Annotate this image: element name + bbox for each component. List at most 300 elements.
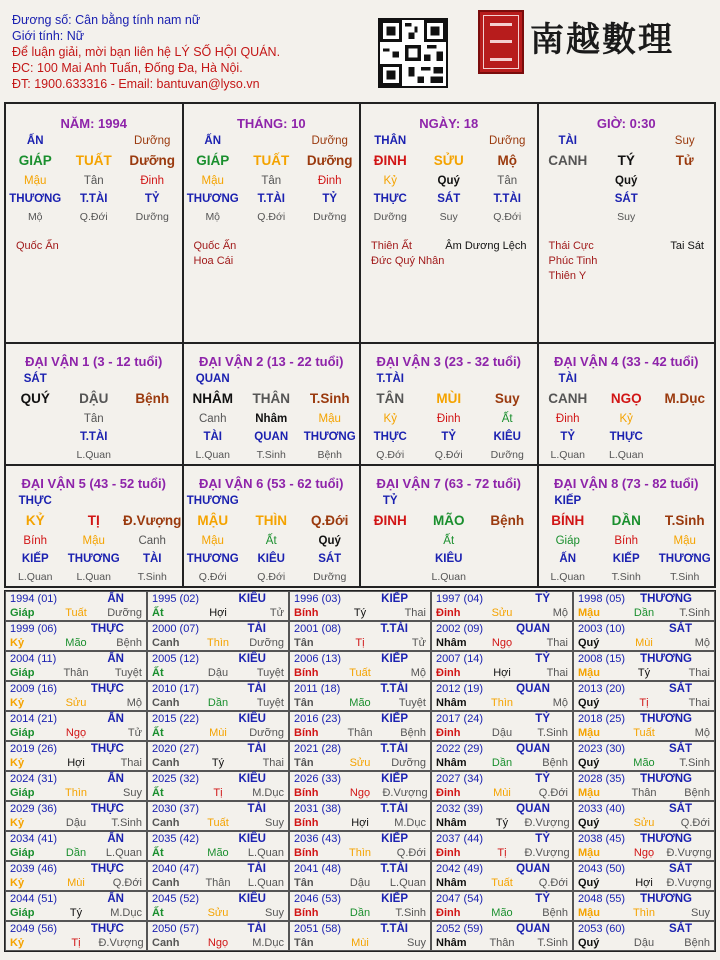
year-cell — [5, 771, 147, 801]
year-top — [10, 833, 142, 847]
pillar-cell-text: Đinh — [140, 175, 165, 187]
year-phase: M.Dục — [110, 907, 142, 919]
star-left: Thiên Y — [548, 270, 587, 282]
year-phase: Đ.Vượng — [666, 847, 712, 859]
year-cell — [431, 771, 573, 801]
year-stem: Ất — [152, 907, 164, 919]
year-cell — [573, 591, 715, 621]
pillar-cell-text — [123, 373, 181, 388]
year-ten-god: THỰC — [90, 923, 124, 935]
pillar-cell-text: TUẤT — [253, 153, 290, 168]
year-bottom — [578, 757, 710, 769]
pillar-cell-text — [597, 373, 655, 388]
pillar-cell-text: TÀI — [558, 373, 577, 385]
year-top — [436, 863, 568, 877]
year-top — [152, 713, 284, 727]
year-cell — [289, 591, 431, 621]
year-label: 2009 (16) — [10, 683, 58, 695]
dai-van-cell — [6, 344, 182, 464]
year-phase: Mộ — [552, 697, 568, 709]
year-bottom — [578, 787, 710, 799]
pillar-cell-text: TÀI — [203, 431, 222, 443]
pillar-cell-text: Ất — [265, 535, 277, 547]
year-phase: Tuyệt — [398, 697, 426, 709]
year-cell — [147, 801, 289, 831]
year-cell — [573, 681, 715, 711]
pillar-cell-text: Giáp — [555, 535, 580, 547]
year-label: 2043 (50) — [578, 863, 626, 875]
year-phase: Bệnh — [684, 787, 710, 799]
year-cell — [431, 891, 573, 921]
year-label: 2001 (08) — [294, 623, 342, 635]
year-bottom — [10, 787, 142, 799]
year-top — [436, 923, 568, 937]
year-top — [294, 743, 426, 757]
year-bottom — [10, 907, 142, 919]
pillar-line — [361, 495, 537, 510]
pillar-cell-text — [539, 175, 597, 190]
year-cell — [5, 681, 147, 711]
year-stem: Quý — [578, 697, 600, 709]
pillar-line — [539, 513, 715, 532]
year-ten-god: KIÊU — [238, 833, 266, 845]
pillar-cell-text: THÌN — [255, 513, 287, 528]
pillar-cell-text: THỰC — [373, 193, 407, 205]
pillar-line — [361, 391, 537, 410]
year-bottom — [10, 607, 142, 619]
year-branch: Hợi — [209, 607, 227, 619]
pillar-cell-text: KIÊU — [257, 553, 285, 565]
year-stem: Giáp — [10, 847, 35, 859]
year-top — [294, 833, 426, 847]
year-top — [578, 833, 710, 847]
year-label: 1997 (04) — [436, 593, 484, 605]
year-top — [294, 923, 426, 937]
pillar-cell-text: ĐINH — [373, 153, 407, 168]
year-top — [578, 743, 710, 757]
year-label: 2014 (21) — [10, 713, 58, 725]
pillar-title: NĂM: 1994 — [60, 116, 127, 131]
pillar-line — [184, 153, 360, 172]
year-top — [152, 653, 284, 667]
pillar-cell-text: TÂN — [376, 391, 405, 406]
year-bottom — [294, 817, 426, 829]
year-label: 1995 (02) — [152, 593, 200, 605]
year-cell — [5, 711, 147, 741]
year-label: 2023 (30) — [578, 743, 626, 755]
year-branch: Tị — [497, 847, 507, 859]
year-phase: Q.Đới — [680, 817, 710, 829]
year-label: 2040 (47) — [152, 863, 200, 875]
year-label: 2028 (35) — [578, 773, 626, 785]
star-line — [371, 239, 527, 254]
pillar-cell-text: KIÊU — [434, 553, 463, 565]
year-stem: Ất — [152, 667, 164, 679]
pillar-cell-text: Suy — [674, 135, 695, 147]
year-branch: Tị — [639, 697, 649, 709]
year-label: 2010 (17) — [152, 683, 200, 695]
dai-van-title: ĐẠI VẬN 8 (73 - 82 tuổi) — [554, 476, 699, 491]
year-branch: Mão — [65, 637, 87, 649]
year-cell — [431, 801, 573, 831]
year-branch: Tuất — [65, 607, 87, 619]
year-label: 2004 (11) — [10, 653, 57, 665]
year-top — [436, 713, 568, 727]
year-phase: Tuyệt — [114, 667, 142, 679]
year-cell — [289, 711, 431, 741]
year-label: 2002 (09) — [436, 623, 484, 635]
year-branch: Dậu — [207, 667, 229, 679]
year-branch: Tý — [211, 757, 225, 769]
year-phase: Thai — [546, 637, 568, 649]
pillar-cell-text — [478, 535, 536, 550]
year-branch: Thân — [347, 727, 373, 739]
year-bottom — [10, 847, 142, 859]
year-branch: Tý — [495, 817, 509, 829]
pillar-line — [361, 175, 537, 190]
year-bottom — [294, 907, 426, 919]
pillar-cell-text: Dưỡng — [313, 571, 347, 583]
year-branch: Sửu — [207, 907, 229, 919]
year-stem: Quý — [578, 637, 600, 649]
pillar-cell-text: ẤN — [204, 135, 222, 147]
year-phase: M.Dục — [252, 787, 284, 799]
year-top — [294, 773, 426, 787]
year-bottom — [152, 817, 284, 829]
year-label: 2032 (39) — [436, 803, 484, 815]
pillar-line — [361, 135, 537, 150]
year-label: 2045 (52) — [152, 893, 200, 905]
year-top — [152, 743, 284, 757]
year-top — [436, 623, 568, 637]
pillar-cell-text — [655, 373, 713, 388]
year-top — [10, 653, 142, 667]
pillar-cell-text — [655, 193, 713, 208]
pillar-line — [361, 553, 537, 568]
year-label: 2017 (24) — [436, 713, 484, 725]
year-bottom — [436, 607, 568, 619]
pillar-line — [539, 153, 715, 172]
pillar-cell-text: THƯƠNG — [658, 553, 711, 565]
pillar-cell-text: ẤN — [559, 553, 577, 565]
year-stem: Tân — [294, 937, 314, 949]
year-cell — [573, 801, 715, 831]
dai-van-row-1 — [6, 342, 714, 464]
year-label: 2026 (33) — [294, 773, 342, 785]
year-branch: Tuất — [633, 727, 655, 739]
year-cell — [147, 891, 289, 921]
pillar-cell-text: TỶ — [382, 495, 398, 507]
year-bottom — [152, 607, 284, 619]
header-gender: Giới tính: Nữ — [12, 29, 85, 43]
pillar-cell-text: THỰC — [609, 431, 643, 443]
year-stem: Bính — [294, 907, 319, 919]
four-pillars-row — [6, 104, 714, 342]
pillar-line — [361, 449, 537, 463]
year-cell — [573, 711, 715, 741]
year-ten-god: KIẾP — [381, 773, 408, 785]
year-phase: Thai — [546, 667, 568, 679]
pillar-line — [539, 135, 715, 150]
year-top — [152, 863, 284, 877]
year-cell — [147, 831, 289, 861]
year-cell — [147, 591, 289, 621]
year-stem: Nhâm — [436, 637, 467, 649]
year-ten-god: THỰC — [90, 683, 124, 695]
year-ten-god: TỶ — [535, 653, 550, 665]
year-cell — [573, 771, 715, 801]
year-top — [294, 623, 426, 637]
year-cell — [573, 921, 715, 951]
pillar-line — [6, 135, 182, 150]
year-branch: Tị — [71, 937, 81, 949]
year-stem: Giáp — [10, 907, 35, 919]
pillar-cell-text: Bệnh — [135, 391, 170, 406]
year-cell — [431, 621, 573, 651]
year-stem: Tân — [294, 877, 314, 889]
header-address: ĐC: 100 Mai Anh Tuấn, Đống Đa, Hà Nội. — [12, 61, 243, 75]
year-phase: Tuyệt — [256, 697, 284, 709]
year-ten-god: QUAN — [516, 863, 550, 875]
year-label: 2011 (18) — [294, 683, 341, 695]
pillar-cell-text: Bính — [614, 535, 639, 547]
pillar-cell-text: THỰC — [373, 431, 407, 443]
year-branch: Tuất — [491, 877, 513, 889]
star-right: Tai Sát — [670, 240, 704, 252]
pillar-cell-text: Q.Đới — [198, 571, 227, 583]
year-stem: Nhâm — [436, 697, 467, 709]
pillar-line — [539, 211, 715, 225]
pillar-line — [361, 373, 537, 388]
pillar-cell-text — [123, 449, 181, 463]
dai-van-title: ĐẠI VẬN 6 (53 - 62 tuổi) — [199, 476, 344, 491]
year-phase: Bệnh — [684, 937, 710, 949]
year-phase: Dưỡng — [107, 607, 142, 619]
year-ten-god: SÁT — [669, 803, 692, 815]
year-cell — [431, 591, 573, 621]
year-top — [152, 593, 284, 607]
year-branch: Sửu — [65, 697, 87, 709]
year-stem: Canh — [152, 697, 180, 709]
pillar-cell-text: BÍNH — [551, 513, 585, 528]
pillar-cell-text: Q.Đới — [79, 211, 108, 223]
year-cell — [289, 861, 431, 891]
year-stem: Bính — [294, 817, 319, 829]
year-branch: Hợi — [635, 877, 653, 889]
pillar-cell-text: Canh — [198, 413, 227, 425]
dai-van-cell — [6, 466, 182, 586]
pillar-line — [361, 211, 537, 225]
year-branch: Tị — [213, 787, 223, 799]
year-stem: Mậu — [578, 787, 600, 799]
pillar-cell-text: SÁT — [23, 373, 47, 385]
pillar-line — [184, 413, 360, 428]
star-line — [549, 239, 705, 254]
star-line — [549, 269, 705, 284]
year-top — [294, 863, 426, 877]
pillar-cell-text: Quý — [437, 175, 460, 187]
star-left: Phúc Tinh — [548, 255, 598, 267]
star-line — [549, 254, 705, 269]
year-bottom — [436, 817, 568, 829]
year-phase: Bệnh — [400, 727, 426, 739]
year-phase: Mộ — [694, 637, 710, 649]
pillar-line — [539, 373, 715, 388]
year-ten-god: ẤN — [107, 833, 124, 845]
year-stem: Bính — [294, 787, 319, 799]
pillar-cell-text: TỶ — [560, 431, 576, 443]
year-phase: Bệnh — [542, 907, 568, 919]
year-label: 2048 (55) — [578, 893, 626, 905]
year-ten-god: ẤN — [107, 713, 124, 725]
year-bottom — [578, 847, 710, 859]
pillar-cell-text — [300, 373, 358, 388]
year-label: 2013 (20) — [578, 683, 626, 695]
year-branch: Mùi — [209, 727, 227, 739]
year-top — [578, 713, 710, 727]
year-bottom — [152, 787, 284, 799]
year-label: 2016 (23) — [294, 713, 342, 725]
pillar-line — [184, 571, 360, 585]
pillar-line — [184, 175, 360, 190]
pillar-cell-text: NHÂM — [192, 391, 233, 406]
pillar-cell-text: Mậu — [82, 535, 105, 547]
year-cell — [5, 831, 147, 861]
year-label: 2027 (34) — [436, 773, 484, 785]
year-cell — [431, 651, 573, 681]
pillar-line — [184, 449, 360, 463]
year-stem: Kỷ — [10, 697, 25, 709]
year-stem: Đinh — [436, 787, 461, 799]
pillar-cell-text: Bính — [23, 535, 48, 547]
dai-van-title: ĐẠI VẬN 2 (13 - 22 tuổi) — [199, 354, 344, 369]
red-seal-stamp — [478, 10, 524, 74]
pillar-cell — [359, 104, 537, 342]
pillar-cell-text: Kỷ — [619, 413, 633, 425]
pillar-cell-text: Kỷ — [383, 175, 397, 187]
pillar-cell-text — [64, 373, 122, 388]
year-ten-god: TÀI — [247, 923, 266, 935]
pillar-cell-text — [123, 431, 181, 446]
year-ten-god: SÁT — [669, 683, 692, 695]
year-stem: Canh — [152, 937, 180, 949]
year-top — [294, 803, 426, 817]
year-stem: Giáp — [10, 667, 35, 679]
pillar-cell-text — [242, 495, 300, 510]
year-stem: Tân — [294, 637, 314, 649]
pillar-cell-text: TUẤT — [75, 153, 112, 168]
pillar-line — [184, 193, 360, 208]
pillar-line — [539, 571, 715, 585]
year-cell — [431, 741, 573, 771]
year-ten-god: TÀI — [247, 803, 266, 815]
year-branch: Hợi — [351, 817, 369, 829]
year-phase: T.Sinh — [537, 937, 568, 949]
year-bottom — [436, 847, 568, 859]
year-phase: Đ.Vượng — [524, 847, 570, 859]
year-branch: Ngọ — [65, 727, 87, 739]
pillar-line — [6, 413, 182, 428]
year-phase: Suy — [123, 787, 142, 799]
year-branch: Mùi — [493, 787, 511, 799]
pillar-cell-text: GIÁP — [18, 153, 52, 168]
year-stem: Quý — [578, 937, 600, 949]
pillar-cell-text — [6, 413, 64, 428]
pillar-cell-text — [242, 135, 300, 150]
header-subject: Đương số: Cân bằng tính nam nữ — [12, 13, 201, 27]
year-stem: Ất — [152, 847, 164, 859]
year-ten-god: ẤN — [107, 893, 124, 905]
pillar-cell-text: THƯƠNG — [186, 193, 239, 205]
pillar-cell-text: SÁT — [437, 193, 461, 205]
year-top — [578, 863, 710, 877]
year-stem: Đinh — [436, 607, 461, 619]
year-cell — [147, 681, 289, 711]
year-ten-god: KIÊU — [238, 773, 266, 785]
pillar-cell-text — [655, 431, 713, 446]
year-phase: Đ.Vượng — [666, 877, 712, 889]
pillar-cell-text: Đinh — [317, 175, 342, 187]
pillar-line — [184, 373, 360, 388]
year-branch: Tuất — [349, 667, 371, 679]
year-phase: Tử — [411, 637, 426, 649]
star-left: Quốc Ấn — [193, 240, 237, 252]
year-ten-god: KIẾP — [381, 593, 408, 605]
pillar-line — [6, 153, 182, 172]
year-ten-god: TỶ — [535, 833, 550, 845]
year-ten-god: KIẾP — [381, 893, 408, 905]
year-top — [436, 803, 568, 817]
year-branch: Hợi — [67, 757, 85, 769]
pillar-cell — [537, 104, 715, 342]
pillar-line — [539, 535, 715, 550]
pillar-cell-text: THỰC — [18, 495, 52, 507]
pillar-line — [6, 495, 182, 510]
pillar-cell-text: Ất — [443, 535, 455, 547]
year-ten-god: THỰC — [90, 803, 124, 815]
year-phase: Đ.Vượng — [98, 937, 144, 949]
year-label: 2042 (49) — [436, 863, 484, 875]
year-stem: Nhâm — [436, 937, 467, 949]
year-bottom — [436, 787, 568, 799]
year-branch: Dần — [65, 847, 87, 859]
year-bottom — [294, 937, 426, 949]
year-branch: Dần — [207, 697, 229, 709]
year-cell — [573, 891, 715, 921]
pillar-cell-text — [655, 413, 713, 428]
pillar-cell-text: MẬU — [197, 513, 229, 528]
pillar-line — [361, 153, 537, 172]
pillar-line — [6, 211, 182, 225]
year-cell — [147, 771, 289, 801]
pillar-cell-text: Quý — [318, 535, 341, 547]
year-branch: Ngọ — [349, 787, 371, 799]
year-cell — [431, 921, 573, 951]
pillar-line — [184, 135, 360, 150]
year-phase: Tử — [269, 607, 284, 619]
year-cell — [431, 831, 573, 861]
year-ten-god: THƯƠNG — [640, 773, 692, 785]
pillar-line — [539, 391, 715, 410]
year-stem: Đinh — [436, 907, 461, 919]
pillar-line — [6, 431, 182, 446]
year-phase: Q.Đới — [538, 877, 568, 889]
pillar-cell-text: Tân — [83, 413, 104, 425]
dai-van-cell — [537, 466, 715, 586]
pillar-cell-text: TỊ — [87, 513, 100, 528]
pillar-line — [539, 449, 715, 463]
pillar-cell-text: Mậu — [24, 175, 47, 187]
